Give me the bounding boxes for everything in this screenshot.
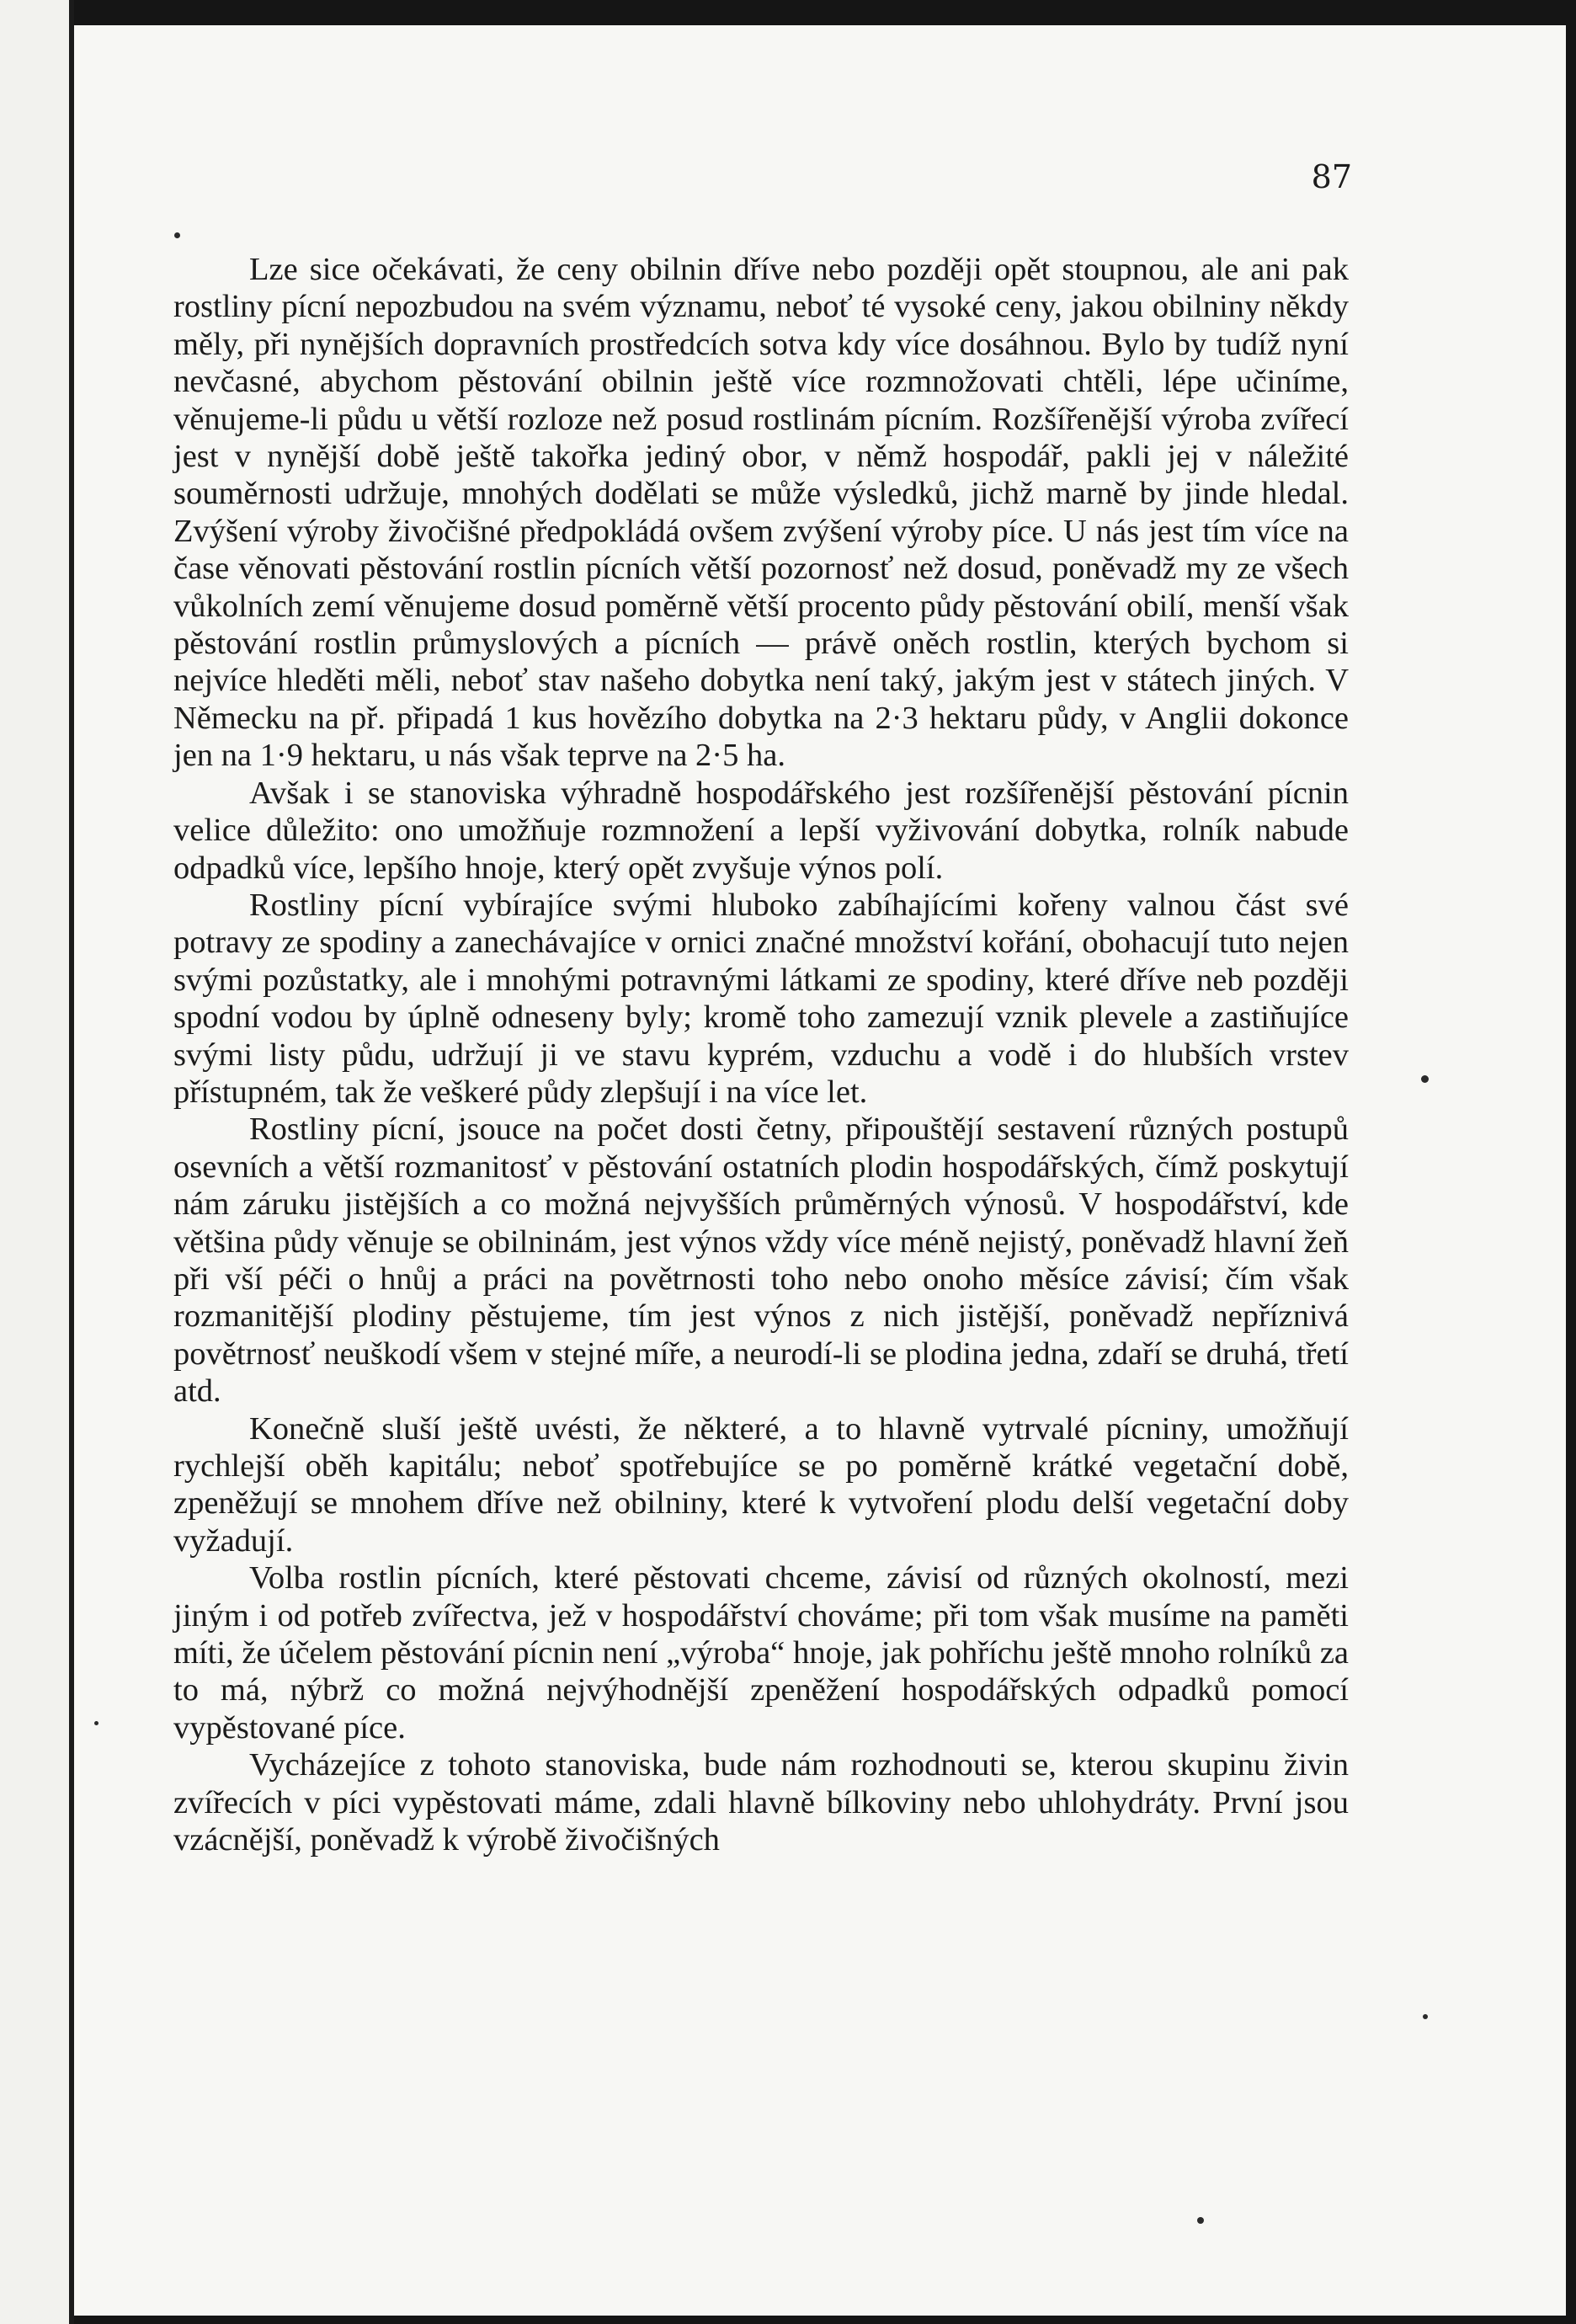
paragraph-3: Rostliny pícní vybírajíce svými hluboko zabíhajícími kořeny valnou část své potravy ze spodiny a zanechávajíce v ornici značné množství kořání, obohacují tuto nejen svými pozůstatky, ale i mnohými potravnými látkami ze spodiny, které dříve neb později spodní vodou by úplně odneseny byly; kromě toho zamezují vznik plevele a zastiňujíce svými listy půdu, udržují ji ve stavu kyprém, vzduchu a vodě i do hlubších vrstev přístupném, tak že veškeré půdy zlepšují i na více let. (173, 887, 1349, 1110)
paragraph-1: Lze sice očekávati, že ceny obilnin dříve nebo později opět stoupnou, ale ani pak rostliny pícní nepozbudou na svém významu, neboť té vysoké ceny, jakou obilniny někdy měly, při nynějších dopravních prostředcích sotva kdy více dosáhnou. Bylo by tudíž nyní nevčasné, abychom pěstování obilnin ještě více rozmnožovati chtěli, lépe učiníme, věnujeme-li půdu u větší rozloze než posud rostlinám pícním. Rozšířenější výroba zvířecí jest v nynější době ještě takořka jediný obor, v němž hospodář, pakli jej v náležité souměrnosti udržuje, mnohých dodělati se může výsledků, jichž marně by jinde hledal. Zvýšení výroby živočišné předpokládá ovšem zvýšení výroby píce. U nás jest tím více na čase věnovati pěstování rostlin pícních větší pozornosť než dosud, poněvadž my ze všech vůkolních zemí věnujeme dosud poměrně větší procento půdy pěstování obilí, menší však pěstování rostlin průmyslových a pícních — právě oněch rostlin, kterých bychom si nejvíce hleděti měli, neboť stav našeho dobytka není taký, jakým jest v státech jiných. V Německu na př. připadá 1 kus hovězího dobytka na 2·3 hektaru půdy, v Anglii dokonce jen na 1·9 hektaru, u nás však teprve na 2·5 ha. (173, 252, 1349, 774)
scan-speck (1197, 2217, 1204, 2224)
paragraph-2: Avšak i se stanoviska výhradně hospodářského jest rozšířenější pěstování pícnin velice důležito: ono umožňuje rozmnožení a lepší vyživování dobytka, rolník nabude odpadků více, lepšího hnoje, který opět zvyšuje výnos polí. (173, 775, 1349, 886)
left-page-edge (0, 0, 74, 2324)
paragraph-7: Vycházejíce z tohoto stanoviska, bude nám rozhodnouti se, kterou skupinu živin zvířecích v píci vypěstovati máme, zdali hlavně bílkoviny nebo uhlohydráty. První jsou vzácnější, poněvadž k výrobě živočišných (173, 1747, 1349, 1858)
page-number: 87 (1311, 158, 1352, 195)
body-text (173, 251, 1349, 1858)
scan-speck (94, 1721, 98, 1725)
scan-speck (1421, 1075, 1429, 1083)
scan-speck (174, 232, 180, 238)
paragraph-4: Rostliny pícní, jsouce na počet dosti četny, připouštějí sestavení různých postupů osevních a větší rozmanitosť v pěstování ostatních plodin hospodářských, čímž poskytují nám záruku jistějších a co možná nejvyšších průměrných výnosů. V hospodářství, kde většina půdy věnuje se obilninám, jest výnos vždy více méně nejistý, poněvadž hlavní žeň při vší péči o hnůj a práci na povětrnosti toho nebo onoho měsíce závisí; čím však rozmanitější plodiny pěstujeme, tím jest výnos z nich jistější, poněvadž nepříznivá povětrnosť neuškodí všem v stejné míře, a neurodí-li se plodina jedna, zdaří se druhá, třetí atd. (173, 1111, 1349, 1410)
scan-speck (1423, 2014, 1428, 2019)
paragraph-6: Volba rostlin pícních, které pěstovati chceme, závisí od různých okolností, mezi jiným i od potřeb zvířectva, jež v hospodářství chováme; při tom však musíme na paměti míti, že účelem pěstování pícnin není „výroba“ hnoje, jak pohříchu ještě mnoho rolníků za to má, nýbrž co možná nejvýhodnější zpeněžení hospodářských odpadků pomocí vypěstované píce. (173, 1560, 1349, 1746)
paragraph-5: Konečně sluší ještě uvésti, že některé, a to hlavně vytrvalé pícniny, umožňují rychlejší oběh kapitálu; neboť spotřebujíce se po poměrně krátké vegetační době, zpeněžují se mnohem dříve než obilniny, které k vytvoření plodu delší vegetační doby vyžadují. (173, 1410, 1349, 1559)
